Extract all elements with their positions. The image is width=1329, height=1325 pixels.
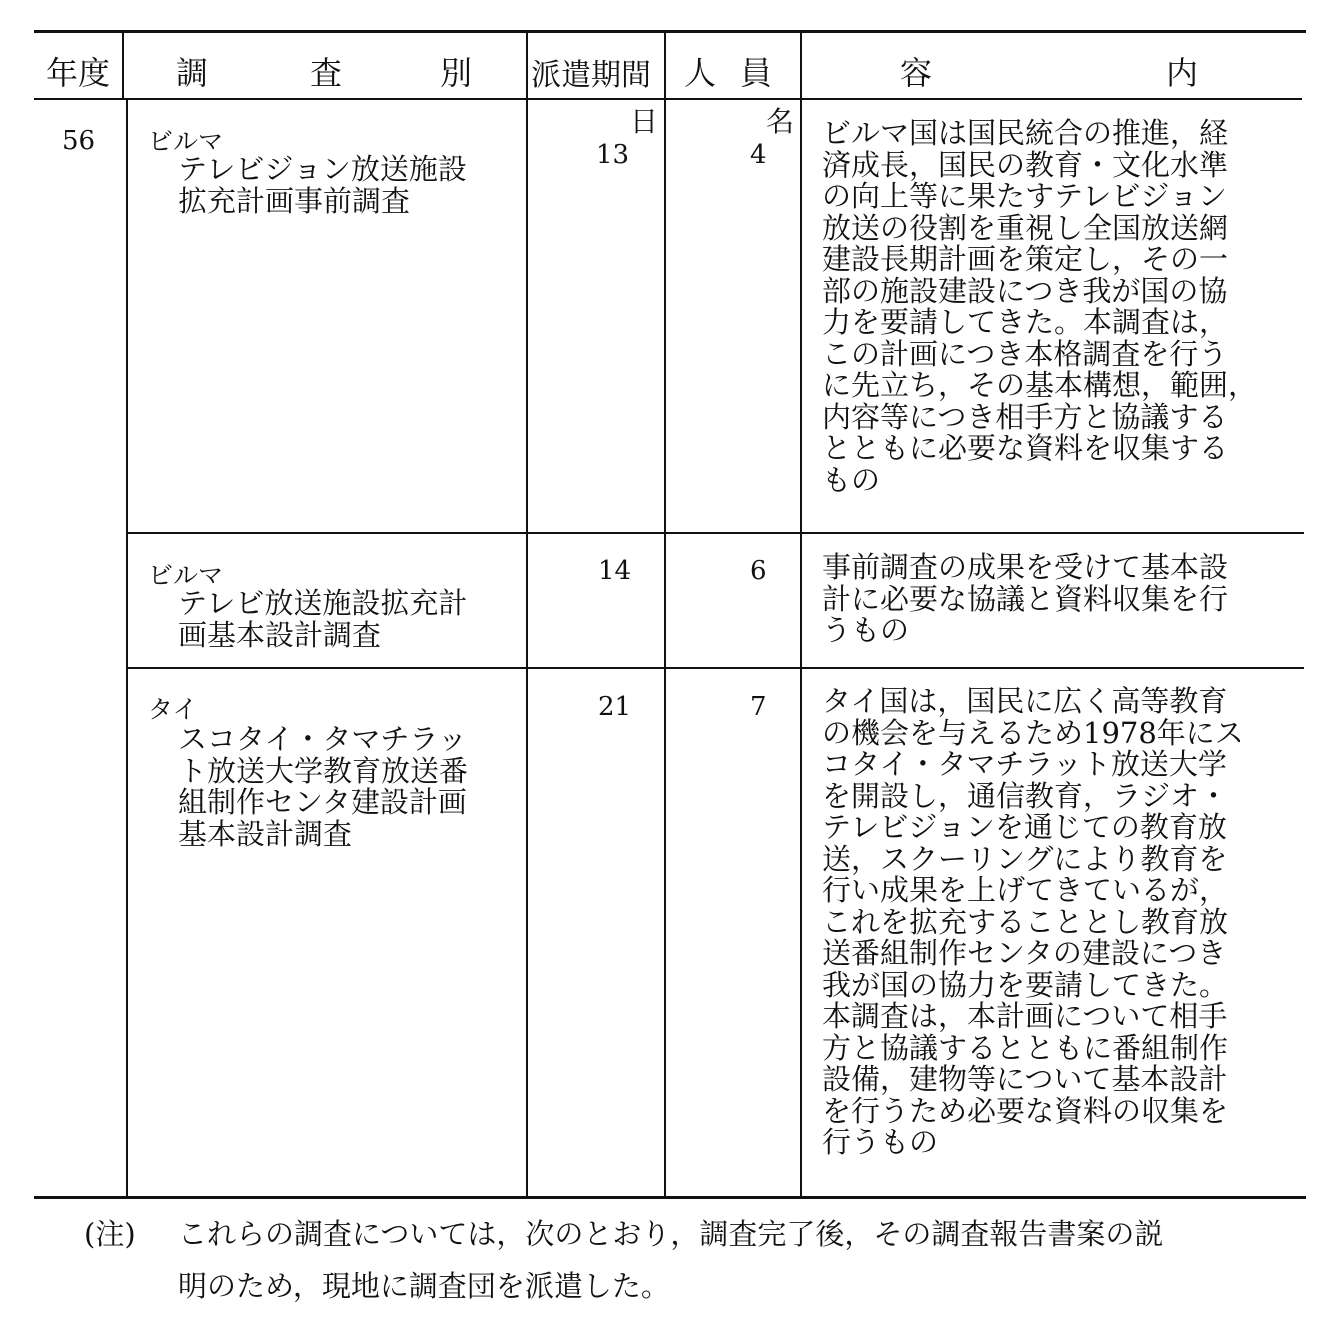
row2-period: 14 [598,556,632,586]
header-period: 派遣期間 [531,58,651,93]
table-bottom-rule [34,1196,1306,1199]
col-divider-survey [526,30,528,1198]
fiscal-year-value: 56 [62,126,96,156]
note-line-1: これらの調査については，次のとおり，調査完了後，その調査報告書案の説 [178,1217,1164,1251]
row3-survey-title: スコタイ・タマチラッ ト放送大学教育放送番 組制作センタ建設計画 基本設計調査 [178,722,469,851]
row3-members: 7 [750,692,767,722]
note-line-2: 明のため，現地に調査団を派遣した。 [178,1269,670,1303]
row2-survey-title: テレビ放送施設拡充計 画基本設計調査 [178,586,468,652]
row1-content: ビルマ国は国民統合の推進，経 済成長，国民の教育・文化水準 の向上等に果たすテレビジョン 放送の役割を重視し全国放送網 建設長期計画を策定し，その一 部の施設建設につき我が国の協 力を要請してきた。本調査は， この計画につき本格調査を行う に先立ち，その基本構想，範囲， 内容等につき相手方と協議する とともに必要な資料を収集する もの [822,116,1258,497]
days-unit: 日 [630,105,659,138]
row2-divider [126,667,1304,669]
note-label: (注) [84,1217,136,1251]
header-members-1: 人 [684,54,717,92]
row1-country: ビルマ [148,127,224,156]
col-divider-period [664,30,666,1198]
header-bottom-rule [34,98,1302,100]
row1-period: 13 [596,140,630,170]
table-top-rule [34,30,1306,33]
row1-divider [126,532,1304,534]
row2-content: 事前調査の成果を受けて基本設 計に必要な協議と資料収集を行 うもの [822,550,1229,647]
row1-survey-title: テレビジョン放送施設 拡充計画事前調査 [178,152,467,218]
col-divider-year-body [126,100,128,1198]
header-content-1: 容 [900,54,933,92]
col-divider-members [800,30,802,1198]
row3-country: タイ [148,695,198,724]
row2-country: ビルマ [148,561,224,590]
header-content-2: 内 [1166,54,1199,92]
row3-content: タイ国は，国民に広く高等教育 の機会を与えるため1978年にス コタイ・タマチラット放送大学 を開設し，通信教育，ラジオ・ テレビジョンを通じての教育放 送，スクーリングにより教育を 行い成果を上げてきているが， これを拡充することとし教育放 送番組制作センタの建設につき 我が国の協力を要請してきた。 本調査は，本計画について相手 方と協議するとともに番組制作 設備，建物等について基本設計 を行うため必要な資料の収集を 行うもの [822,684,1244,1159]
header-survey-1: 調 [176,54,209,92]
header-members-2: 員 [740,54,773,92]
persons-unit: 名 [766,105,795,138]
header-survey-2: 査 [310,54,343,92]
col-divider-year [122,30,124,100]
row1-members: 4 [750,140,767,170]
row3-period: 21 [598,692,632,722]
row2-members: 6 [750,556,767,586]
header-year: 年度 [46,54,111,92]
header-survey-3: 別 [440,54,473,92]
